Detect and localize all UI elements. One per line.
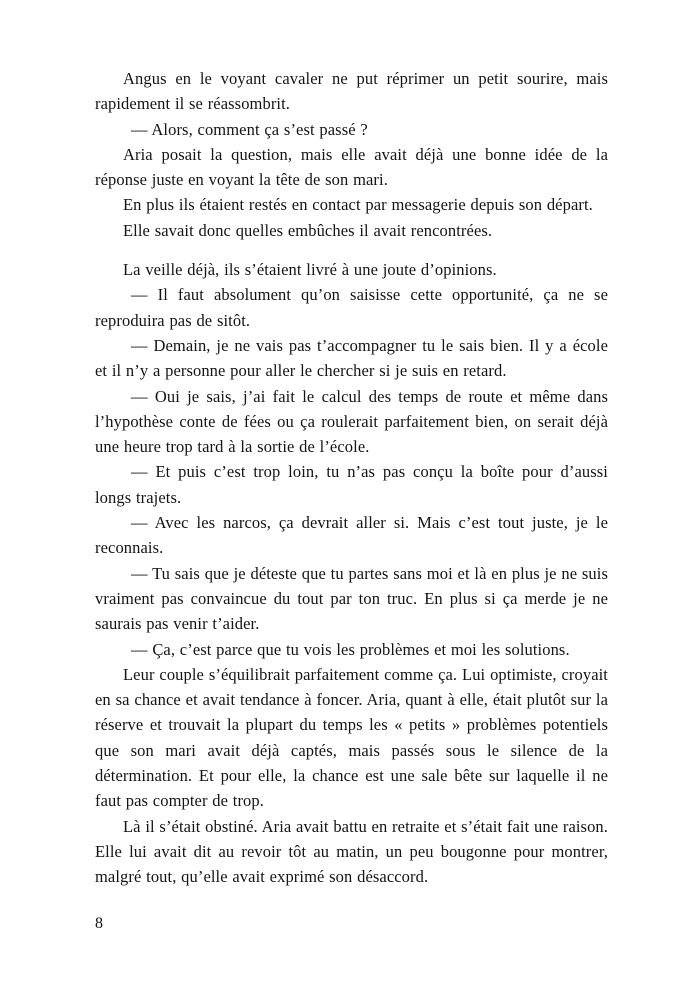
paragraph-dialogue: — Demain, je ne vais pas t’accompagner tu le sais bien. Il y a école et il n’y a personne pour aller le chercher si je suis en retard. bbox=[95, 335, 608, 381]
paragraph-dialogue: — Ça, c’est parce que tu vois les problèmes et moi les solutions. bbox=[131, 639, 570, 659]
page-content bbox=[95, 66, 608, 890]
page-number: 8 bbox=[95, 915, 103, 932]
paragraph-dialogue: — Et puis c’est trop loin, tu n’as pas conçu la boîte pour d’aussi longs trajets. bbox=[95, 462, 608, 507]
paragraph-narration: Là il s’était obstiné. Aria avait battu en retraite et s’était fait une raison. Elle lui avait dit au revoir tôt au matin, un peu bougonne pour montrer, malgré tout, qu’elle avait exprimé son désaccord. bbox=[95, 816, 608, 887]
paragraph-narration: En plus ils étaient restés en contact par messagerie depuis son départ. bbox=[123, 195, 593, 215]
paragraph-dialogue: — Alors, comment ça s’est passé ? bbox=[131, 119, 368, 139]
paragraph-narration: Elle savait donc quelles embûches il avait rencontrées. bbox=[123, 220, 493, 240]
paragraph-dialogue: — Avec les narcos, ça devrait aller si. Mais c’est tout juste, je le reconnais. bbox=[95, 513, 608, 558]
paragraph-narration: La veille déjà, ils s’étaient livré à une joute d’opinions. bbox=[123, 260, 497, 280]
paragraph-narration: Aria posait la question, mais elle avait déjà une bonne idée de la réponse juste en voyant la tête de son mari. bbox=[95, 144, 608, 190]
paragraph-narration: Angus en le voyant cavaler ne put réprimer un petit sourire, mais rapidement il se réassombrit. bbox=[95, 69, 608, 114]
paragraph-narration: Leur couple s’équilibrait parfaitement comme ça. Lui optimiste, croyait en sa chance et avait tendance à foncer. Aria, quant à elle, était plutôt sur la réserve et trouvait la plupart du temps les « petits » problèmes potentiels que son mari avait déjà captés, mais passés sous le silence de la détermination. Et pour elle, la chance est une sale bête sur laquelle il ne faut pas compter de trop. bbox=[95, 664, 608, 811]
paragraph-dialogue: — Oui je sais, j’ai fait le calcul des temps de route et même dans l’hypothèse conte de fées ou ça roulerait parfaitement bien, on serait déjà une heure trop tard à la sortie de l’école. bbox=[95, 386, 608, 457]
paragraph-dialogue: — Il faut absolument qu’on saisisse cette opportunité, ça ne se reproduira pas de sitôt. bbox=[95, 285, 608, 330]
paragraph-dialogue: — Tu sais que je déteste que tu partes sans moi et là en plus je ne suis vraiment pas convaincue du tout par ton truc. En plus si ça merde je ne saurais pas venir t’aider. bbox=[95, 563, 608, 634]
